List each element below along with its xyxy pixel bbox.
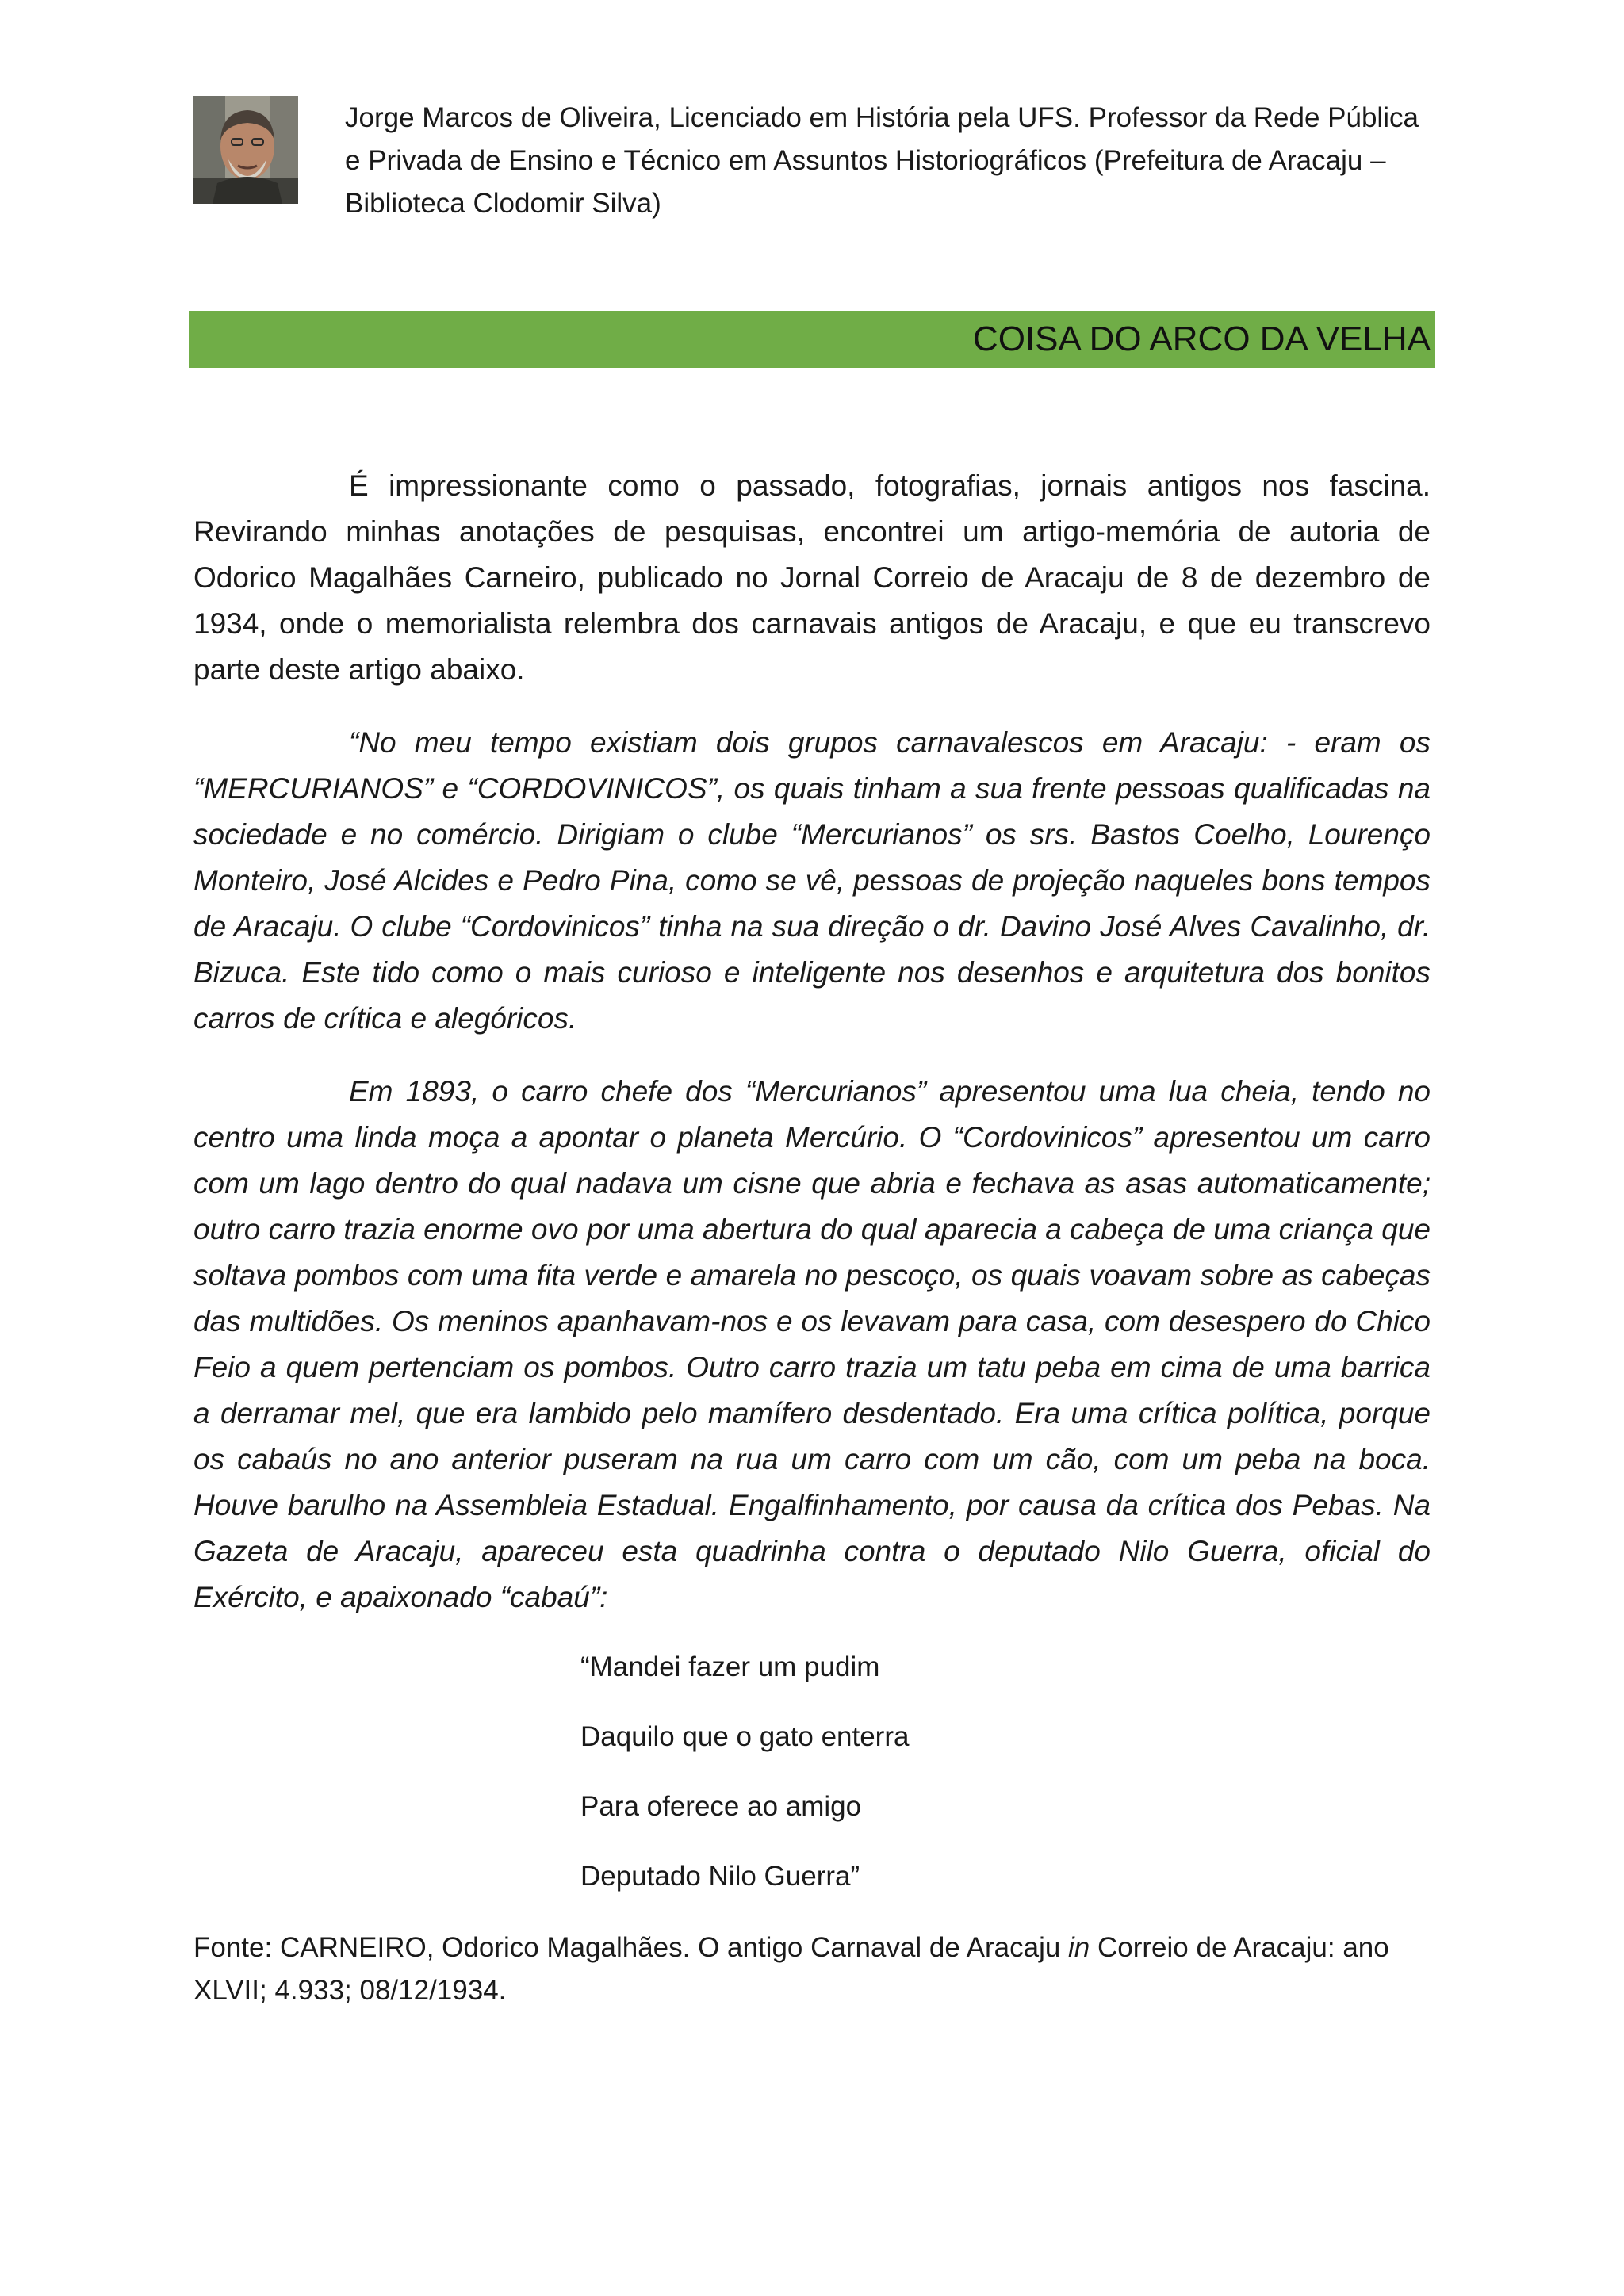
quote-paragraph-1: “No meu tempo existiam dois grupos carnavalescos em Aracaju: - eram os “MERCURIANOS” e “CORDOVINICOS”, os quais tinham a sua frente pessoas qualificadas na sociedade e no comércio. Dirigiam o clube “Mercurianos” os srs. Bastos Coelho, Lourenço Monteiro, José Alcides e Pedro Pina, como se vê, pessoas de projeção naqueles bons tempos de Aracaju. O clube “Cordovinicos” tinha na sua direção o dr. Davino José Alves Cavalinho, dr. Bizuca. Este tido como o mais curioso e inteligente nos desenhos e arquitetura dos bonitos carros de crítica e alegóricos.: [193, 726, 1431, 1035]
poem-line: Daquilo que o gato enterra: [580, 1721, 910, 1752]
quote-paragraph-2: Em 1893, o carro chefe dos “Mercurianos” apresentou uma lua cheia, tendo no centro uma linda moça a apontar o planeta Mercúrio. O “Cordovinicos” apresentou um carro com um lago dentro do qual nadava um cisne que abria e fechava as asas automaticamente; outro carro trazia enorme ovo por uma abertura do qual aparecia a cabeça de uma criança que soltava pombos com uma fita verde e amarela no pescoço, os quais voavam sobre as cabeças das multidões. Os meninos apanhavam-nos e os levavam para casa, com desespero do Chico Feio a quem pertenciam os pombos. Outro carro trazia um tatu peba em cima de uma barrica a derramar mel, que era lambido pelo mamífero desdentado. Era uma crítica política, porque os cabaús no ano anterior puseram na rua um carro com um cão, com um peba na boca. Houve barulho na Assembleia Estadual. Engalfinhamento, por causa da crítica dos Pebas. Na Gazeta de Aracaju, apareceu esta quadrinha contra o deputado Nilo Guerra, oficial do Exército, e apaixonado “cabaú”:: [193, 1075, 1431, 1613]
author-portrait-image: [193, 96, 298, 204]
source-citation-text: Fonte: CARNEIRO, Odorico Magalhães. O antigo Carnaval de Aracaju: [193, 1932, 1069, 1963]
author-photo: [193, 96, 298, 204]
poem-line: “Mandei fazer um pudim: [580, 1651, 880, 1682]
article-title: COISA DO ARCO DA VELHA: [972, 320, 1431, 358]
author-bio: Jorge Marcos de Oliveira, Licenciado em História pela UFS. Professor da Rede Pública e Privada de Ensino e Técnico em Assuntos Historiográficos (Prefeitura de Aracaju – Biblioteca Clodomir Silva): [345, 102, 1419, 219]
intro-paragraph: É impressionante como o passado, fotografias, jornais antigos nos fascina. Revirando minhas anotações de pesquisas, encontrei um artigo-memória de autoria de Odorico Magalhães Carneiro, publicado no Jornal Correio de Aracaju de 8 de dezembro de 1934, onde o memorialista relembra dos carnavais antigos de Aracaju, e que eu transcrevo parte deste artigo abaixo.: [193, 469, 1431, 686]
poem-line: Para oferece ao amigo: [580, 1791, 862, 1822]
source-citation-italic: in: [1068, 1932, 1090, 1963]
source-citation: [193, 1927, 1431, 2012]
poem-line: Deputado Nilo Guerra”: [580, 1861, 860, 1892]
source-citation-details: Correio de Aracaju: ano XLVII; 4.933; 08/12/1934.: [193, 1932, 1389, 2006]
title-banner: [189, 311, 1435, 368]
